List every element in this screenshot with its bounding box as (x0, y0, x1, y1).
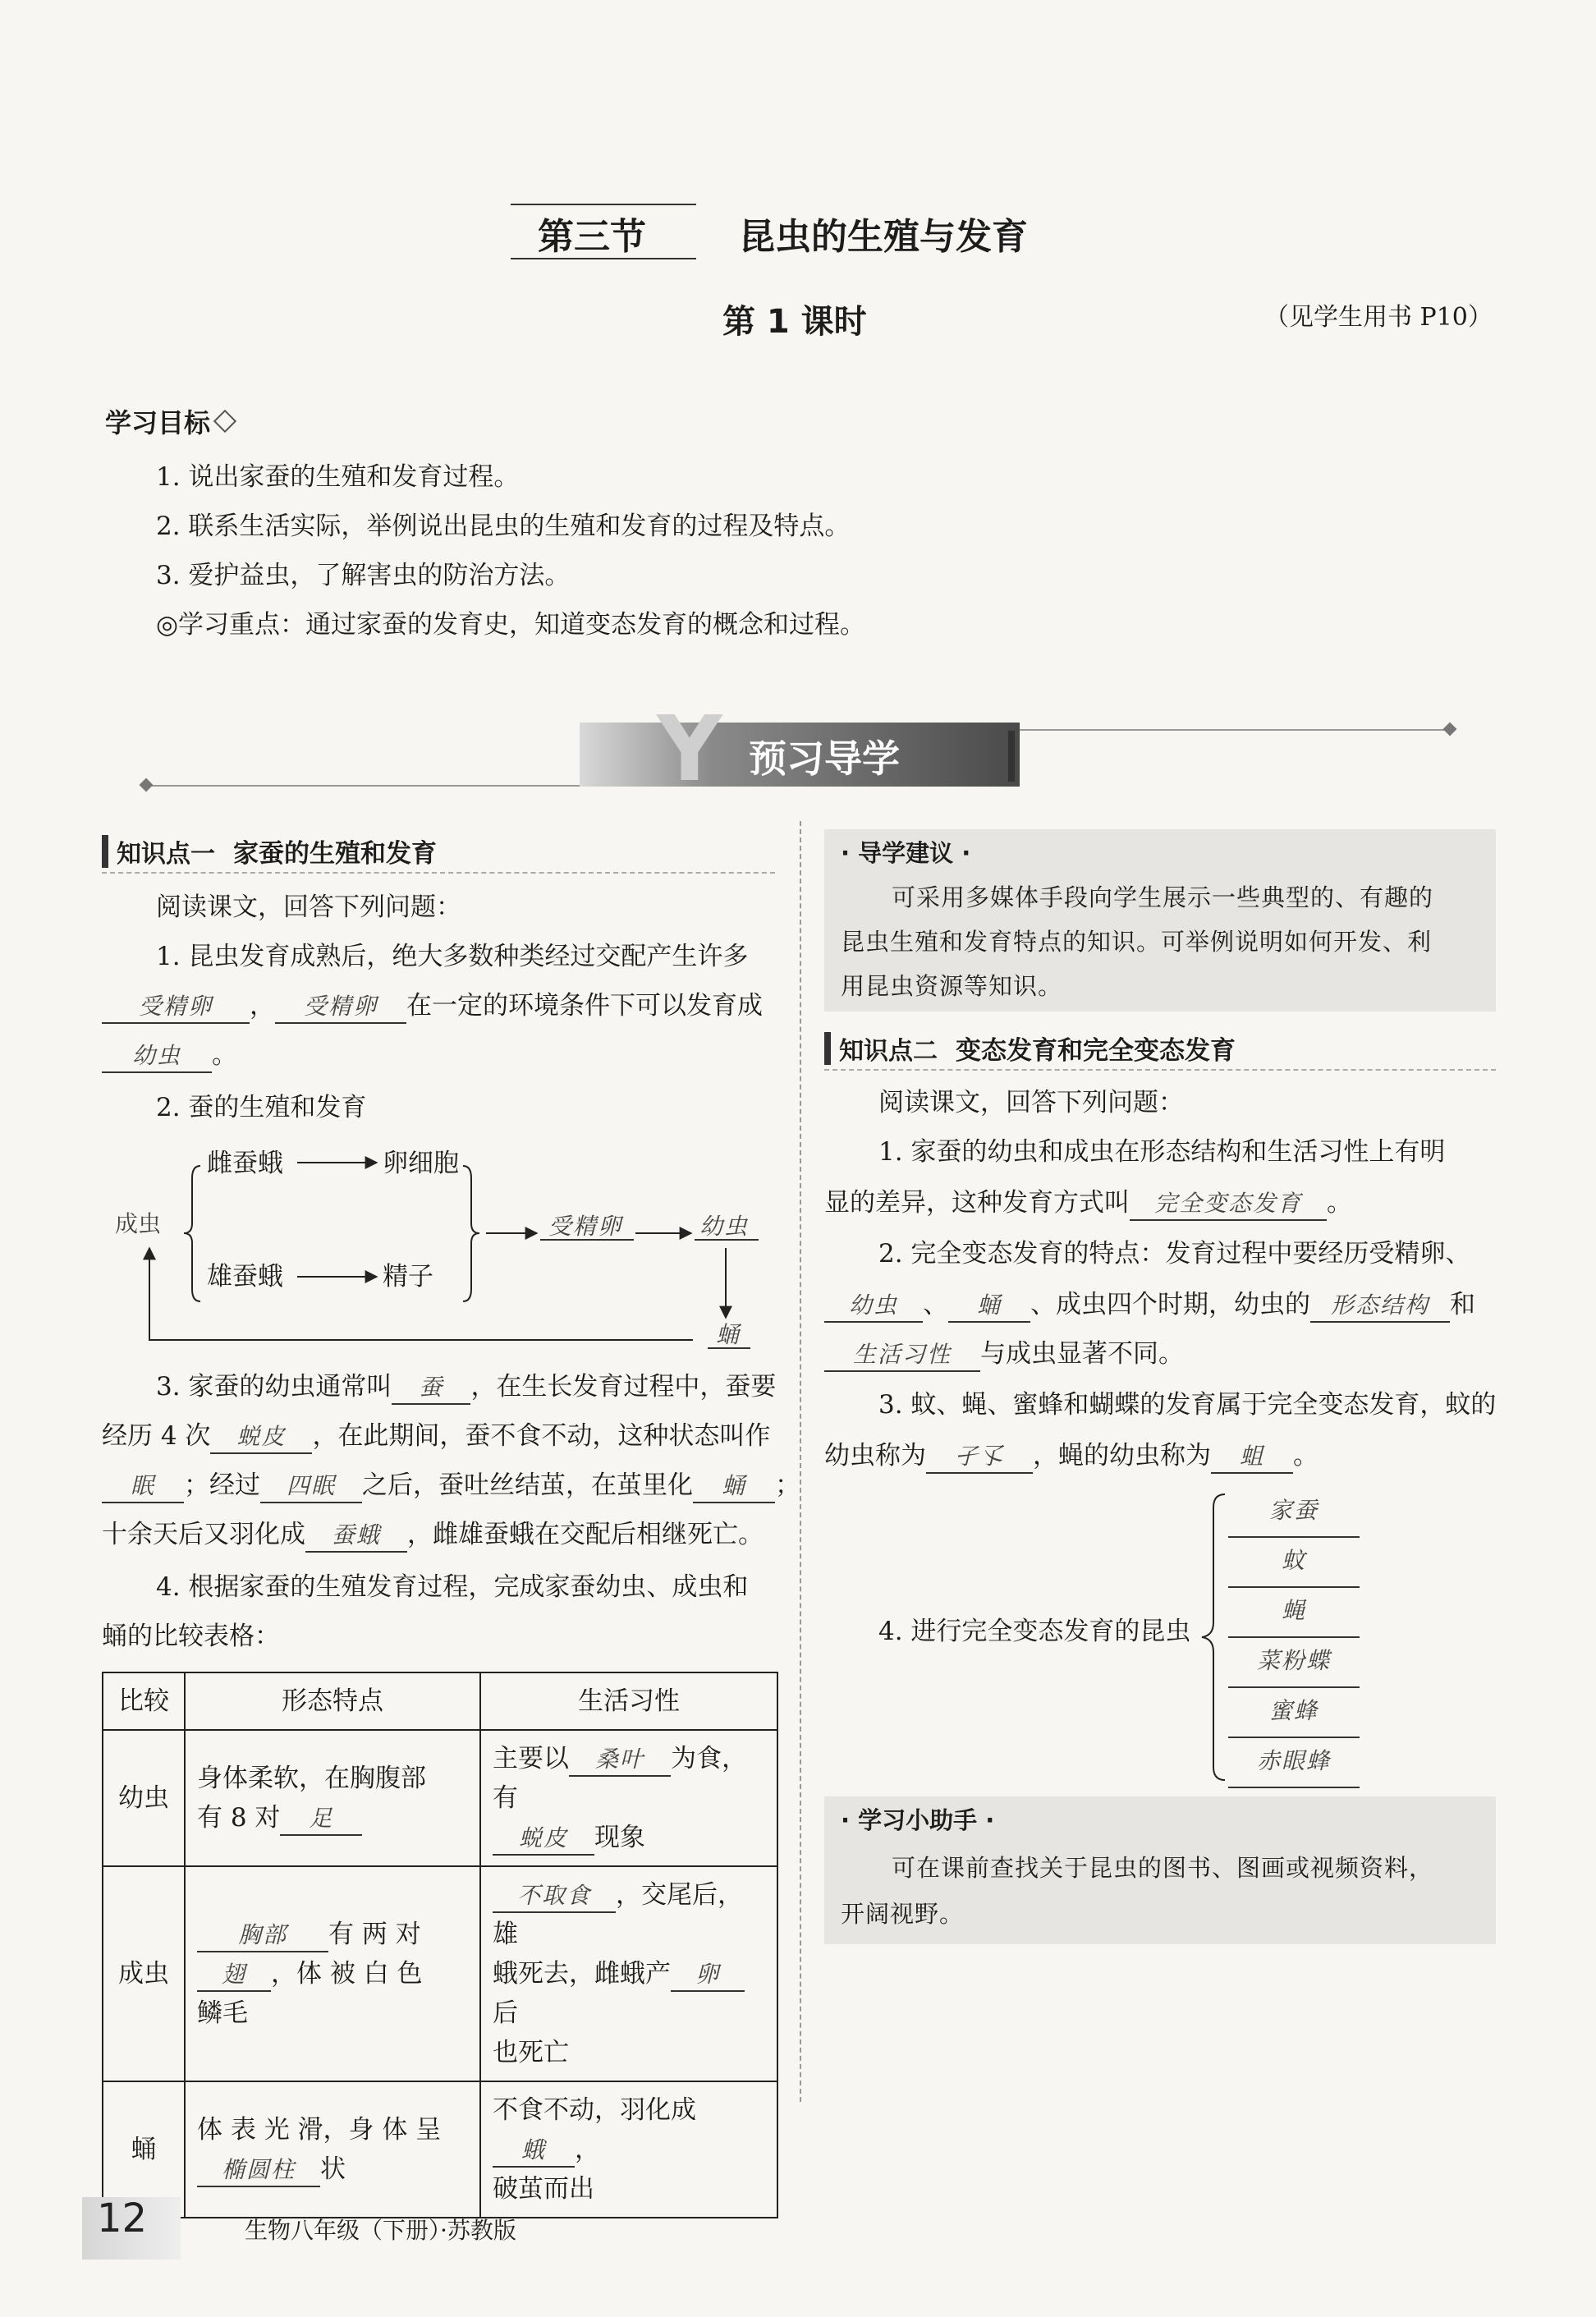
q3-text: ，在此期间，蚕不食不动，这种状态叫作 (312, 1421, 771, 1451)
answer-blank: 完全变态发育 (1130, 1188, 1327, 1221)
larva-habit (480, 1730, 777, 1866)
cell-text: 为食，有 (493, 1744, 747, 1813)
diagram-sperm: 精子 (383, 1262, 433, 1292)
banner-letter: Y (657, 696, 722, 801)
cell-text: 蛾死去，雌蛾产 (493, 1959, 671, 1989)
answer-blank: 蜕皮 (493, 1823, 594, 1856)
kp1-intro: 阅读课文，回答下列问题： (156, 892, 461, 922)
kp2-q1-line2 (824, 1186, 1352, 1221)
cell-text: 状 (320, 2154, 346, 2184)
helper-line-1: 可在课前查找关于昆虫的图书、图画或视频资料， (892, 1854, 1434, 1882)
helper-label: · 学习小助手 · (841, 1806, 995, 1834)
answer-blank: 蛹 (948, 1290, 1030, 1323)
list-item (1228, 1688, 1360, 1738)
objectives-label-wrap (105, 402, 233, 440)
answer-blank: 受精卵 (275, 991, 406, 1024)
section-title: 昆虫的生殖与发育 (739, 216, 1028, 258)
cell-text: 不食不动，羽化成 (493, 2095, 696, 2125)
q3-text: ，雌雄蚕蛾在交配后相继死亡。 (407, 1520, 764, 1549)
answer-blank: 眠 (102, 1470, 184, 1503)
list-item (1228, 1538, 1360, 1588)
objective-3: 3. 爱护益虫，了解害虫的防治方法。 (156, 561, 571, 590)
kp2-header-rule (824, 1069, 1496, 1071)
guide-label: · 导学建议 · (841, 839, 971, 867)
pupa-form (185, 2081, 480, 2218)
diagram-adult: 成虫 (115, 1210, 162, 1237)
q-text: 幼虫称为 (824, 1441, 926, 1470)
answer-blank: 受精卵 (102, 991, 250, 1024)
q-text: 、成虫四个时期，幼虫的 (1030, 1290, 1310, 1319)
kp2-tag-bar (824, 1032, 831, 1065)
stage-pupa: 蛹 (103, 2081, 185, 2218)
table-header-row (103, 1672, 777, 1730)
q-text: 显的差异，这种发育方式叫 (824, 1188, 1130, 1218)
kp1-title: 家蚕的生殖和发育 (233, 839, 437, 869)
answer-blank: 幼虫 (824, 1290, 923, 1323)
q3-text: ；经过 (184, 1470, 260, 1500)
punct: 。 (212, 1040, 237, 1070)
q3-text: 十余天后又羽化成 (102, 1520, 305, 1549)
kp1-q1-line1: 1. 昆虫发育成熟后，绝大多数种类经过交配产生许多 (156, 942, 749, 971)
cell-line (197, 1915, 468, 1954)
cell-line (493, 2090, 765, 2169)
larva-form (185, 1730, 480, 1866)
q-text: ，蝇的幼虫称为 (1033, 1441, 1211, 1470)
section-number: 第三节 (538, 216, 646, 258)
table-row (103, 1730, 777, 1866)
lesson-title: 第 1 课时 (722, 303, 867, 341)
q-text: 与成虫显著不同。 (980, 1339, 1184, 1369)
helper-line-2: 开阔视野。 (841, 1900, 965, 1928)
answer-blank: 不取食 (493, 1880, 616, 1913)
kp1-q4-line2: 蛹的比较表格： (102, 1622, 280, 1651)
diagram-fertilized: 受精卵 (548, 1213, 623, 1240)
diagram-larva: 幼虫 (699, 1213, 750, 1240)
kp2-q2-line1: 2. 完全变态发育的特点：发育过程中要经历受精卵、 (878, 1239, 1471, 1269)
table-row (103, 2081, 777, 2218)
answer-blank: 蛹 (693, 1470, 775, 1503)
kp2-title: 变态发育和完全变态发育 (956, 1036, 1236, 1066)
banner-line-left (146, 785, 589, 787)
punct: 、 (923, 1290, 948, 1319)
banner-dot-left (140, 778, 154, 792)
cell-text: 有 8 对 (197, 1803, 281, 1833)
diagram-female: 雌蚕蛾 (207, 1149, 283, 1178)
banner-line-right (1016, 729, 1450, 731)
insect-name: 蝇 (1281, 1597, 1306, 1624)
kp2-tag: 知识点二 (839, 1036, 938, 1066)
cell-line (493, 1875, 765, 1954)
cell-text: ，交尾后，雄 (493, 1880, 743, 1949)
section-title-rule-top (511, 204, 696, 205)
stage-adult: 成虫 (103, 1866, 185, 2081)
adult-habit (480, 1866, 777, 2081)
answer-blank: 蜕皮 (210, 1421, 312, 1454)
objective-1: 1. 说出家蚕的生殖和发育过程。 (156, 462, 520, 492)
answer-blank: 卵 (671, 1959, 745, 1992)
kp2-q1-line1: 1. 家蚕的幼虫和成虫在形态结构和生活习性上有明 (878, 1137, 1446, 1167)
cell-text: 有 两 对 (328, 1920, 421, 1949)
insect-name: 蜜蜂 (1268, 1697, 1319, 1724)
answer-blank: 幼虫 (102, 1040, 212, 1073)
punct: ， (250, 991, 275, 1021)
cell-text: 破茧而出 (493, 2174, 594, 2204)
header-habit: 生活习性 (480, 1672, 777, 1730)
answer-blank: 生活习性 (824, 1339, 980, 1372)
cell-text: 身体柔软，在胸腹部 (197, 1764, 426, 1793)
cell-line (197, 1798, 468, 1838)
kp1-q3-line1 (156, 1370, 776, 1405)
list-item (1228, 1638, 1360, 1688)
pupa-habit (480, 2081, 777, 2218)
kp1-q4-line1: 4. 根据家蚕的生殖发育过程，完成家蚕幼虫、成虫和 (156, 1572, 749, 1602)
q3-text: 之后，蚕吐丝结茧，在茧里化 (362, 1470, 693, 1500)
adult-form (185, 1866, 480, 2081)
guide-line-3: 用昆虫资源等知识。 (841, 972, 1063, 1000)
diagram-pupa: 蛹 (716, 1321, 741, 1348)
punct: 。 (1293, 1441, 1319, 1470)
kp2-q3-line1: 3. 蚊、蝇、蜜蜂和蝴蝶的发育属于完全变态发育，蚊的 (878, 1390, 1497, 1420)
kp1-q3-line4 (102, 1517, 764, 1553)
kp2-q3-line2 (824, 1438, 1319, 1474)
list-item (1228, 1488, 1360, 1538)
q3-text: ，在生长发育过程中，蚕要 (470, 1372, 777, 1402)
cell-line (493, 1954, 765, 2033)
q3-text: ； (775, 1470, 800, 1500)
diagram-egg-cell: 卵细胞 (383, 1149, 459, 1178)
cell-text: ， (575, 2135, 600, 2164)
answer-blank: 蛆 (1211, 1441, 1293, 1474)
insect-list-brace (1197, 1491, 1230, 1783)
answer-blank: 足 (280, 1803, 362, 1836)
kp1-q3-line3 (102, 1468, 800, 1503)
kp2-q2-line2 (824, 1287, 1475, 1323)
cell-text: ，体 被 白 色 (271, 1959, 423, 1989)
stage-larva: 幼虫 (103, 1730, 185, 1866)
banner-title: 预习导学 (749, 736, 900, 781)
table-row (103, 1866, 777, 2081)
list-item (1228, 1738, 1360, 1788)
answer-blank: 椭圆柱 (197, 2154, 320, 2187)
diamond-arrow-icon (213, 410, 236, 433)
insect-name: 蚊 (1281, 1547, 1306, 1574)
section-title-rule-bottom (511, 258, 696, 259)
right-brace (463, 1166, 479, 1301)
cell-line (197, 1954, 468, 1994)
kp2-q2-line3 (824, 1337, 1184, 1372)
cell-line (493, 1739, 765, 1818)
kp1-tag: 知识点一 (117, 839, 215, 869)
column-divider (800, 821, 801, 2102)
left-brace (184, 1166, 200, 1301)
kp1-q1-line3 (102, 1038, 237, 1073)
cell-text: 鳞毛 (197, 1998, 248, 2028)
kp1-q2-label: 2. 蚕的生殖和发育 (156, 1093, 367, 1122)
kp1-q1-text2: 在一定的环境条件下可以发育成 (406, 991, 763, 1021)
answer-blank: 胸部 (197, 1920, 328, 1952)
cell-text: 主要以 (493, 1744, 569, 1773)
q3-text: 经历 4 次 (102, 1421, 211, 1451)
objective-focus: ◎学习重点：通过家蚕的发育史，知道变态发育的概念和过程。 (156, 610, 866, 640)
insect-list (1228, 1488, 1360, 1788)
q3-text: 3. 家蚕的幼虫通常叫 (156, 1372, 392, 1402)
answer-blank: 蚕 (392, 1372, 470, 1405)
banner-end-bar (1008, 731, 1015, 782)
answer-blank: 蛾 (493, 2135, 575, 2168)
list-item (1228, 1588, 1360, 1638)
book-reference: （见学生用书 P10） (1264, 303, 1493, 332)
header-form: 形态特点 (185, 1672, 480, 1730)
guide-line-1: 可采用多媒体手段向学生展示一些典型的、有趣的 (892, 883, 1434, 911)
kp1-q3-line2 (102, 1419, 770, 1454)
cell-line (197, 2150, 468, 2189)
objectives-label: 学习目标 (105, 407, 211, 438)
q-text: 和 (1450, 1290, 1475, 1319)
footer-book-title: 生物八年级（下册）·苏教版 (245, 2217, 516, 2244)
kp1-header (102, 833, 437, 869)
insect-name: 菜粉蝶 (1256, 1647, 1331, 1674)
answer-blank: 形态结构 (1310, 1290, 1450, 1323)
objective-2: 2. 联系生活实际，举例说出昆虫的生殖和发育的过程及特点。 (156, 512, 851, 541)
answer-blank: 四眠 (260, 1470, 362, 1503)
kp2-intro: 阅读课文，回答下列问题： (878, 1088, 1184, 1117)
comparison-table (102, 1672, 778, 2218)
cell-line (493, 1818, 765, 1857)
insect-name: 赤眼蜂 (1256, 1747, 1331, 1774)
page-number: 12 (97, 2195, 148, 2241)
banner-dot-right (1443, 723, 1457, 736)
kp2-q4-label: 4. 进行完全变态发育的昆虫 (878, 1617, 1191, 1646)
answer-blank: 桑叶 (569, 1744, 671, 1777)
kp1-tag-bar (102, 835, 108, 868)
cell-text: 也死亡 (493, 2038, 569, 2067)
kp1-header-rule (102, 872, 775, 874)
answer-blank: 翅 (197, 1959, 271, 1992)
diagram-male: 雄蚕蛾 (207, 1262, 283, 1292)
answer-blank: 孑孓 (926, 1441, 1033, 1474)
kp1-q1-line2 (102, 989, 763, 1024)
answer-blank: 蚕蛾 (305, 1520, 407, 1553)
cell-text: 后 (493, 1998, 518, 2028)
guide-line-2: 昆虫生殖和发育特点的知识。可举例说明如何开发、利 (841, 928, 1433, 956)
cell-text: 体 表 光 滑，身 体 呈 (197, 2115, 442, 2145)
insect-name: 家蚕 (1268, 1497, 1319, 1524)
punct: 。 (1327, 1188, 1352, 1218)
kp2-header (824, 1030, 1236, 1067)
header-compare: 比较 (103, 1672, 185, 1730)
cell-text: 现象 (594, 1823, 645, 1852)
